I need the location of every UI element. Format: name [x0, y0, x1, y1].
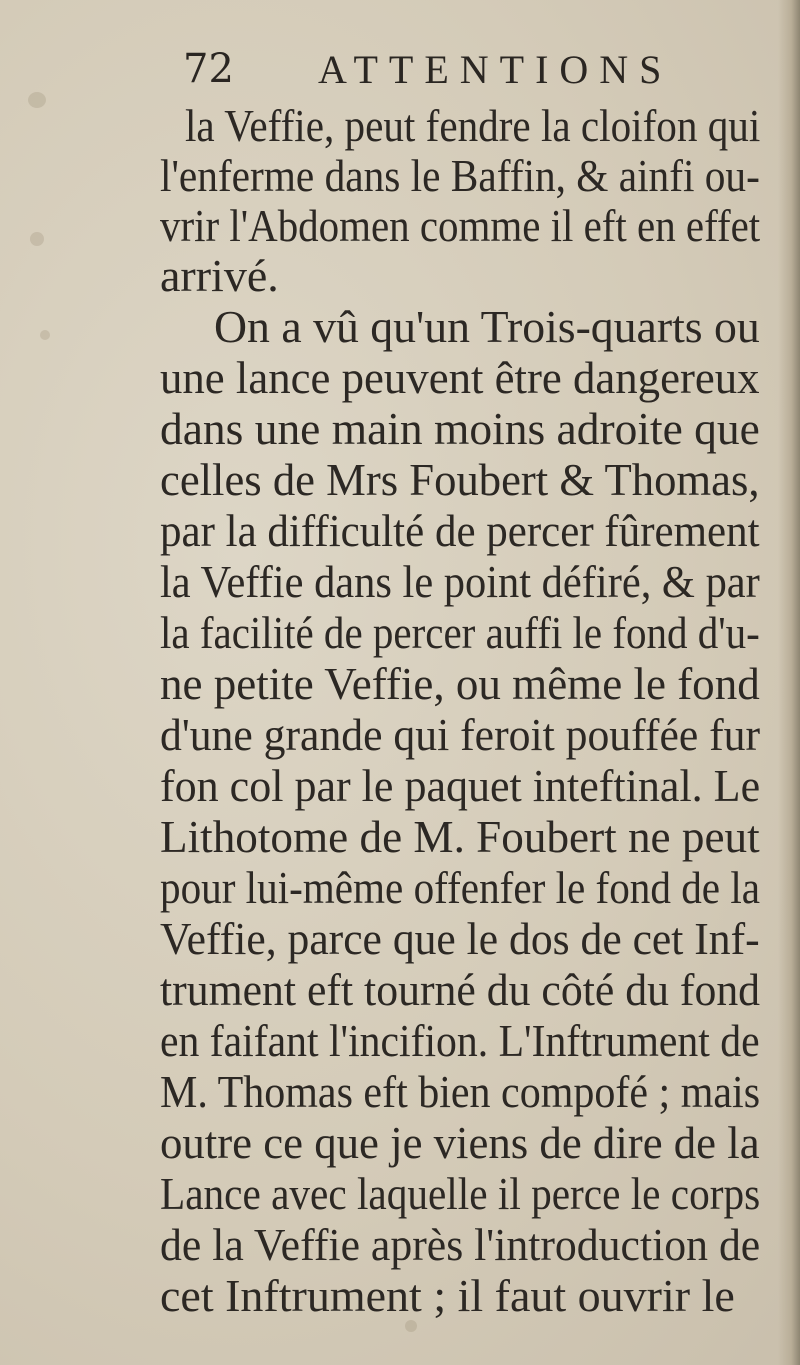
text-line: celles de Mrs Foubert & Thomas,	[160, 454, 760, 505]
text-line: la facilité de percer auffi le fond d'u-	[160, 607, 760, 658]
text-line: ne petite Veffie, ou même le fond	[160, 658, 760, 709]
text-line: la Veffie dans le point défiré, & par	[160, 556, 760, 607]
text-line: par la difficulté de percer fûrement	[160, 505, 760, 556]
text-line: de la Veffie après l'introduction de	[160, 1219, 761, 1270]
text-line: Veffie, parce que le dos de cet Inf-	[160, 913, 760, 964]
ink-spot	[30, 232, 44, 246]
text-line: arrivé.	[160, 250, 279, 301]
running-head	[0, 46, 800, 96]
text-line: en faifant l'incifion. L'Inftrument de	[160, 1015, 760, 1066]
text-line: Lance avec laquelle il perce le corps	[160, 1168, 761, 1219]
running-title: ATTENTIONS	[318, 47, 673, 92]
text-line: outre ce que je viens de dire de la	[160, 1117, 760, 1168]
text-line: M. Thomas eft bien compofé ; mais	[160, 1066, 761, 1117]
text-line: vrir l'Abdomen comme il eft en effet	[160, 200, 761, 251]
ink-spot	[28, 92, 46, 108]
page-number: 72	[183, 46, 234, 92]
page-edge-shadow	[778, 0, 800, 1365]
text-line: On a vû qu'un Trois-quarts ou	[214, 301, 760, 352]
ink-spot	[40, 330, 50, 340]
text-line: Lithotome de M. Foubert ne peut	[160, 811, 760, 862]
text-line: cet Inftrument ; il faut ouvrir le	[160, 1270, 735, 1321]
text-line: l'enferme dans le Baffin, & ainfi ou-	[160, 150, 760, 201]
text-line: pour lui-même offenfer le fond de la	[160, 862, 761, 913]
ink-spot	[405, 1320, 417, 1332]
text-line: trument eft tourné du côté du fond	[160, 964, 761, 1015]
text-line: une lance peuvent être dangereux	[160, 352, 760, 403]
text-line: d'une grande qui feroit pouffée fur	[160, 709, 761, 760]
text-line: dans une main moins adroite que	[160, 403, 760, 454]
text-line: la Veffie, peut fendre la cloifon qui	[185, 100, 761, 151]
text-line: fon col par le paquet inteftinal. Le	[160, 760, 761, 811]
